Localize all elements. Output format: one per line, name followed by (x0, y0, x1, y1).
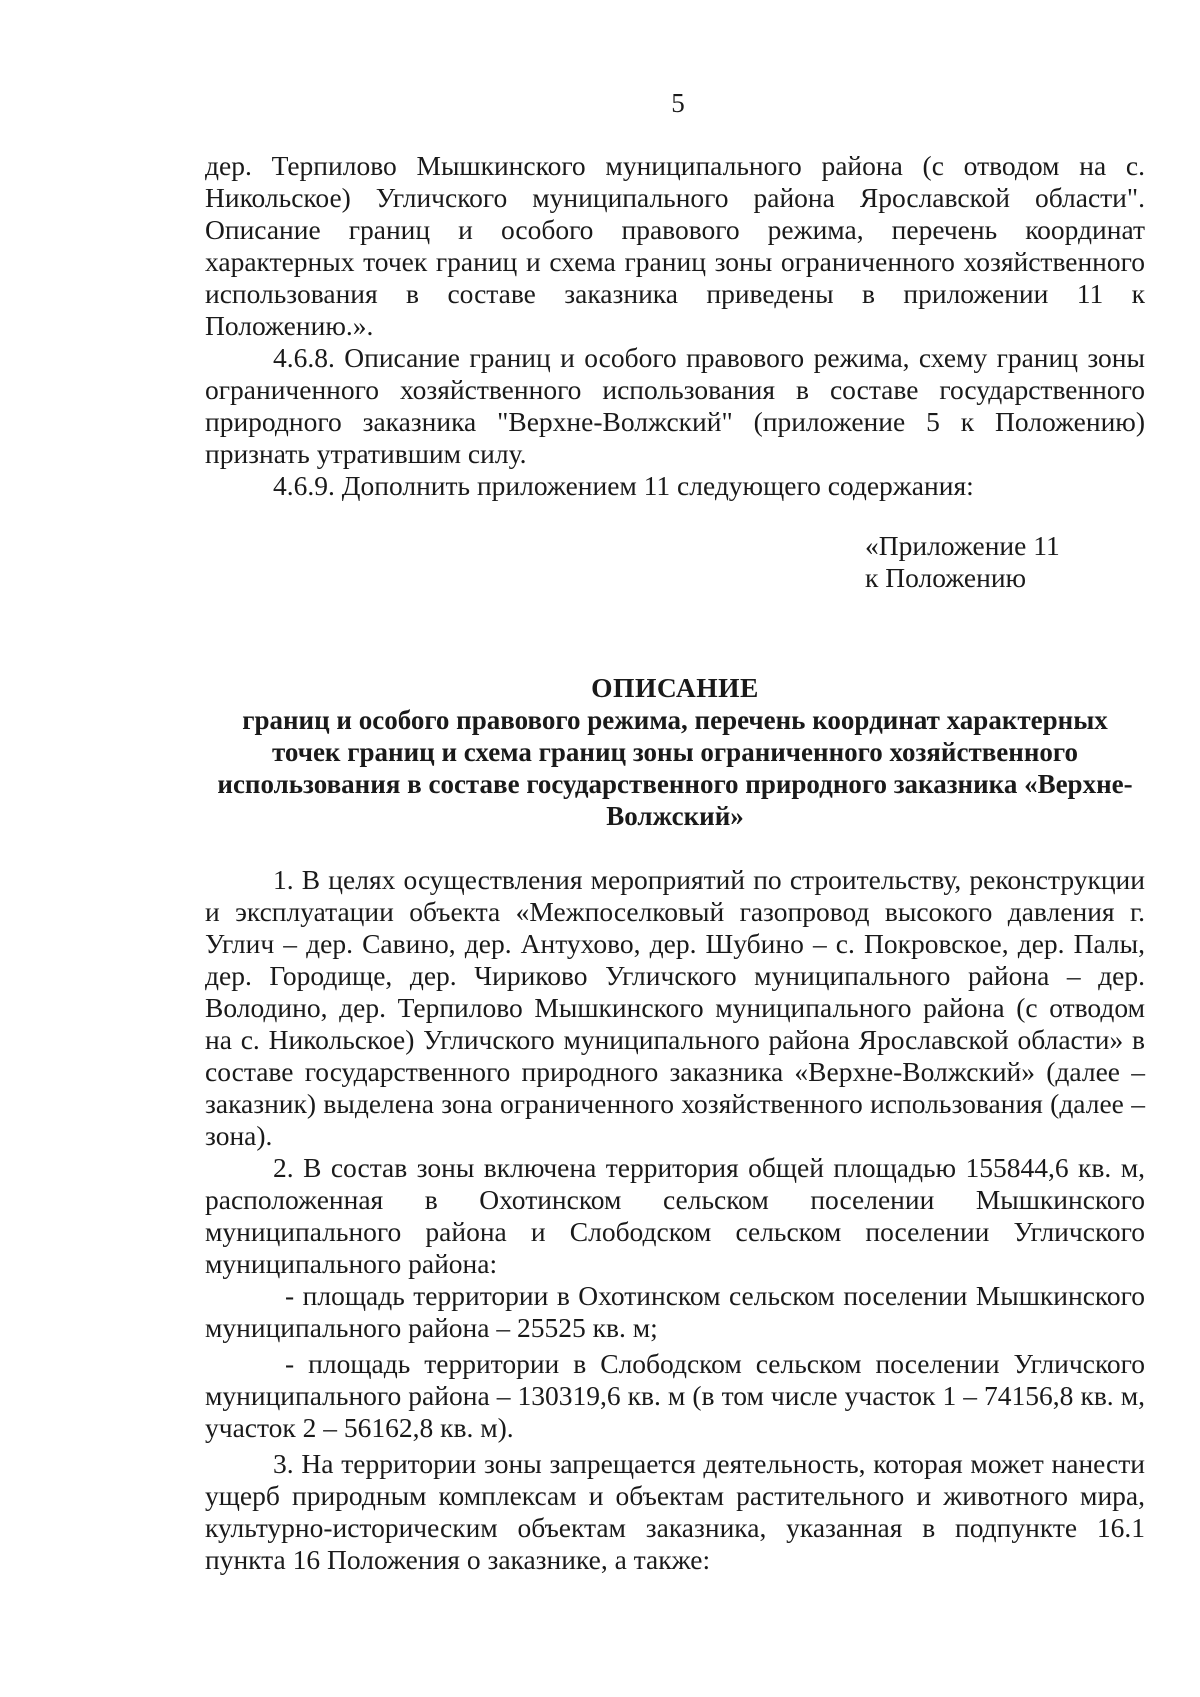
heading-subtitle: границ и особого правового режима, перечень координат характерных точек границ и схема границ зоны ограниченного хозяйственного использования в составе государственного природного заказника «Верхне-Волжский» (217, 705, 1133, 831)
appendix-reference (865, 530, 1145, 594)
item-4-6-8-paragraph: 4.6.8. Описание границ и особого правового режима, схему границ зоны ограниченного хозяйственного использования в составе государственного природного заказника "Верхне-Волжский" (приложение 5 к Положению) признать утратившим силу. (205, 342, 1145, 469)
document-body (205, 150, 1145, 1576)
body-bullet-1: - площадь территории в Охотинском сельском поселении Мышкинского муниципального района – 25525 кв. м; (205, 1280, 1145, 1343)
section-heading (205, 672, 1145, 832)
page-number: 5 (671, 88, 685, 118)
heading-title: ОПИСАНИЕ (591, 672, 759, 703)
appendix-ref-line2: к Положению (865, 562, 1027, 593)
intro-continuation-paragraph: дер. Терпилово Мышкинского муниципального района (с отводом на с. Никольское) Угличского муниципального района Ярославской области". Описание границ и особого правового режима, перечень координат характерных точек границ и схема границ зоны ограниченного хозяйственного использования в составе заказника приведены в приложении 11 к Положению.». (205, 150, 1145, 341)
appendix-ref-line1: «Приложение 11 (865, 530, 1060, 561)
item-4-6-9-paragraph: 4.6.9. Дополнить приложением 11 следующего содержания: (273, 470, 974, 501)
body-paragraph-2: 2. В состав зоны включена территория общей площадью 155844,6 кв. м, расположенная в Охотинском сельском поселении Мышкинского муниципального района и Слободском сельском поселении Угличского муниципального района: (205, 1152, 1145, 1279)
body-paragraph-3: 3. На территории зоны запрещается деятельность, которая может нанести ущерб природным комплексам и объектам растительного и животного мира, культурно-историческим объектам заказника, указанная в подпункте 16.1 пункта 16 Положения о заказнике, а также: (205, 1448, 1145, 1575)
body-paragraph-1: 1. В целях осуществления мероприятий по строительству, реконструкции и эксплуатации объекта «Межпоселковый газопровод высокого давления г. Углич – дер. Савино, дер. Антухово, дер. Шубино – с. Покровское, дер. Палы, дер. Городище, дер. Чириково Угличского муниципального района – дер. Володино, дер. Терпилово Мышкинского муниципального района (с отводом на с. Никольское) Угличского муниципального района Ярославской области» в составе государственного природного заказника «Верхне-Волжский» (далее – заказник) выделена зона ограниченного хозяйственного использования (далее – зона). (205, 864, 1145, 1151)
body-bullet-2: - площадь территории в Слободском сельском поселении Угличского муниципального района – 130319,6 кв. м (в том числе участок 1 – 74156,8 кв. м, участок 2 – 56162,8 кв. м). (205, 1348, 1145, 1443)
